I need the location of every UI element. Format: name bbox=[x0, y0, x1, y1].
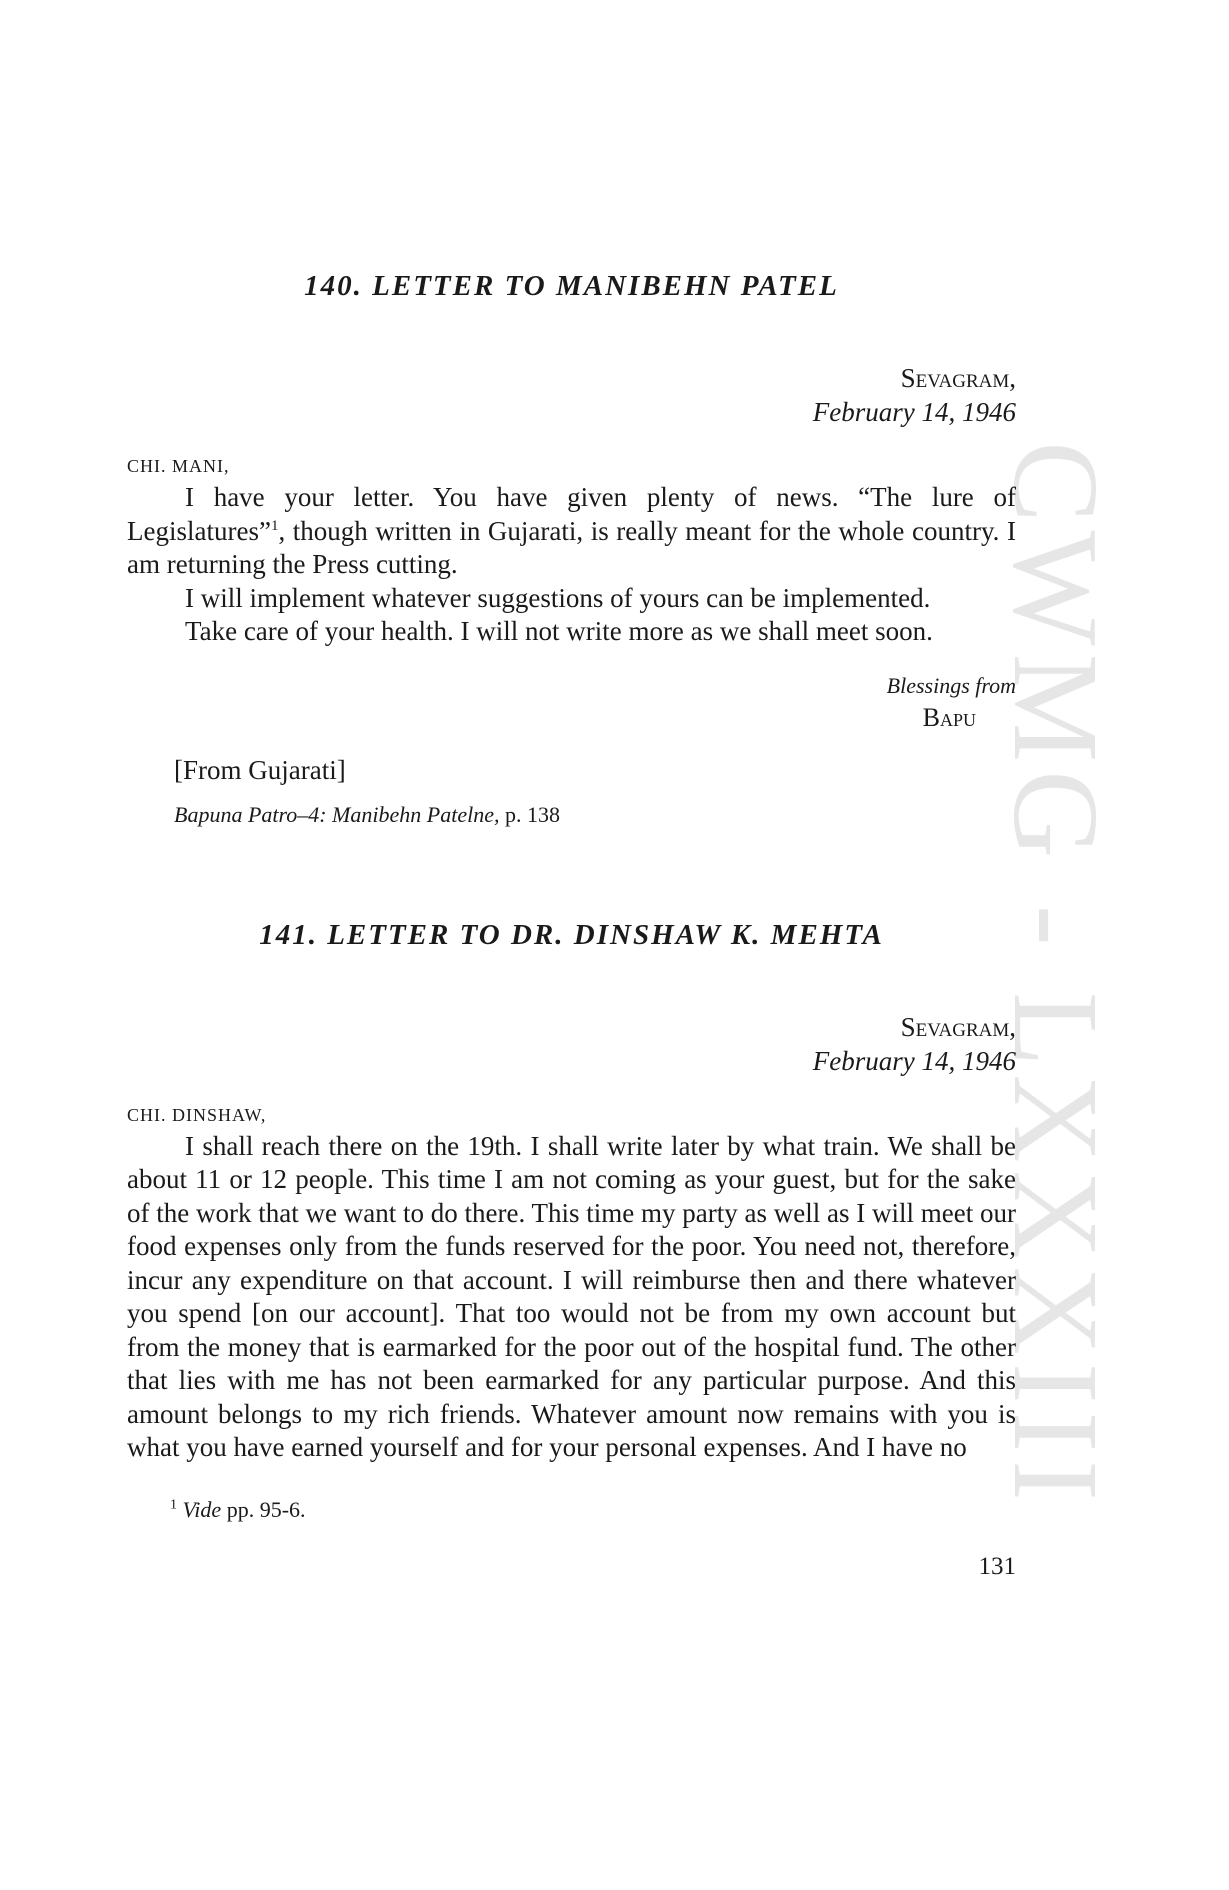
footnote-vide: Vide bbox=[182, 1496, 222, 1522]
letter-141 bbox=[127, 919, 1016, 1465]
citation-page: p. 138 bbox=[499, 801, 560, 827]
page bbox=[127, 270, 1016, 1581]
letter-title: 140. LETTER TO MANIBEHN PATEL bbox=[304, 270, 839, 302]
letter-place: Sevagram, bbox=[900, 363, 1016, 393]
paragraph-text: , though written in Gujarati, is really meant for the whole country. I am returning the Press cutting. bbox=[127, 515, 1016, 579]
page-number: 131 bbox=[978, 1552, 1016, 1580]
source-citation bbox=[174, 799, 1016, 831]
paragraph: Take care of your health. I will not write more as we shall meet soon. bbox=[185, 616, 933, 646]
letter-140 bbox=[127, 270, 1016, 831]
footnote-text: pp. 95-6. bbox=[221, 1496, 306, 1522]
citation-title: Bapuna Patro–4: Manibehn Patelne, bbox=[174, 801, 500, 827]
letter-date: February 14, 1946 bbox=[812, 1045, 1016, 1076]
letter-place: Sevagram, bbox=[900, 1011, 1016, 1042]
footnote-marker: 1 bbox=[270, 517, 279, 534]
footnote-number: 1 bbox=[170, 1497, 177, 1513]
letter-date: February 14, 1946 bbox=[812, 397, 1016, 427]
closing-blessings: Blessings from bbox=[886, 672, 1016, 698]
paragraph bbox=[127, 481, 1016, 582]
paragraph: I will implement whatever suggestions of yours can be implemented. bbox=[185, 582, 931, 613]
salutation: CHI. MANI, bbox=[127, 456, 230, 476]
watermark: CWMG - LXXXIII bbox=[988, 441, 1123, 1509]
salutation: CHI. DINSHAW, bbox=[127, 1104, 267, 1125]
signature: Bapu bbox=[922, 702, 976, 732]
paragraph: I shall reach there on the 19th. I shall write later by what train. We shall be about 11 or 12 people. This time I am not coming as your guest, but for the sake of the work that we want to do there. This time my party as well as I will meet our food expenses only from the funds reserved for the poor. You need not, therefore, incur any expenditure on that account. I will reimburse then and there whatever you spend [on our account]. That too would not be from my own account but from the money that is earmarked for the poor out of the hospital fund. The other that lies with me has not been earmarked for any particular purpose. And this amount belongs to my rich friends. Whatever amount now remains with you is what you have earned yourself and for your personal expenses. And I have no bbox=[127, 1130, 1016, 1462]
letter-title: 141. LETTER TO DR. DINSHAW K. MEHTA bbox=[259, 918, 884, 951]
footnote bbox=[170, 1497, 1016, 1523]
paragraph-text: I have your letter. You have given plenty of news. “The lure of Legislatures” bbox=[127, 482, 1016, 546]
source-language: [From Gujarati] bbox=[174, 754, 346, 785]
